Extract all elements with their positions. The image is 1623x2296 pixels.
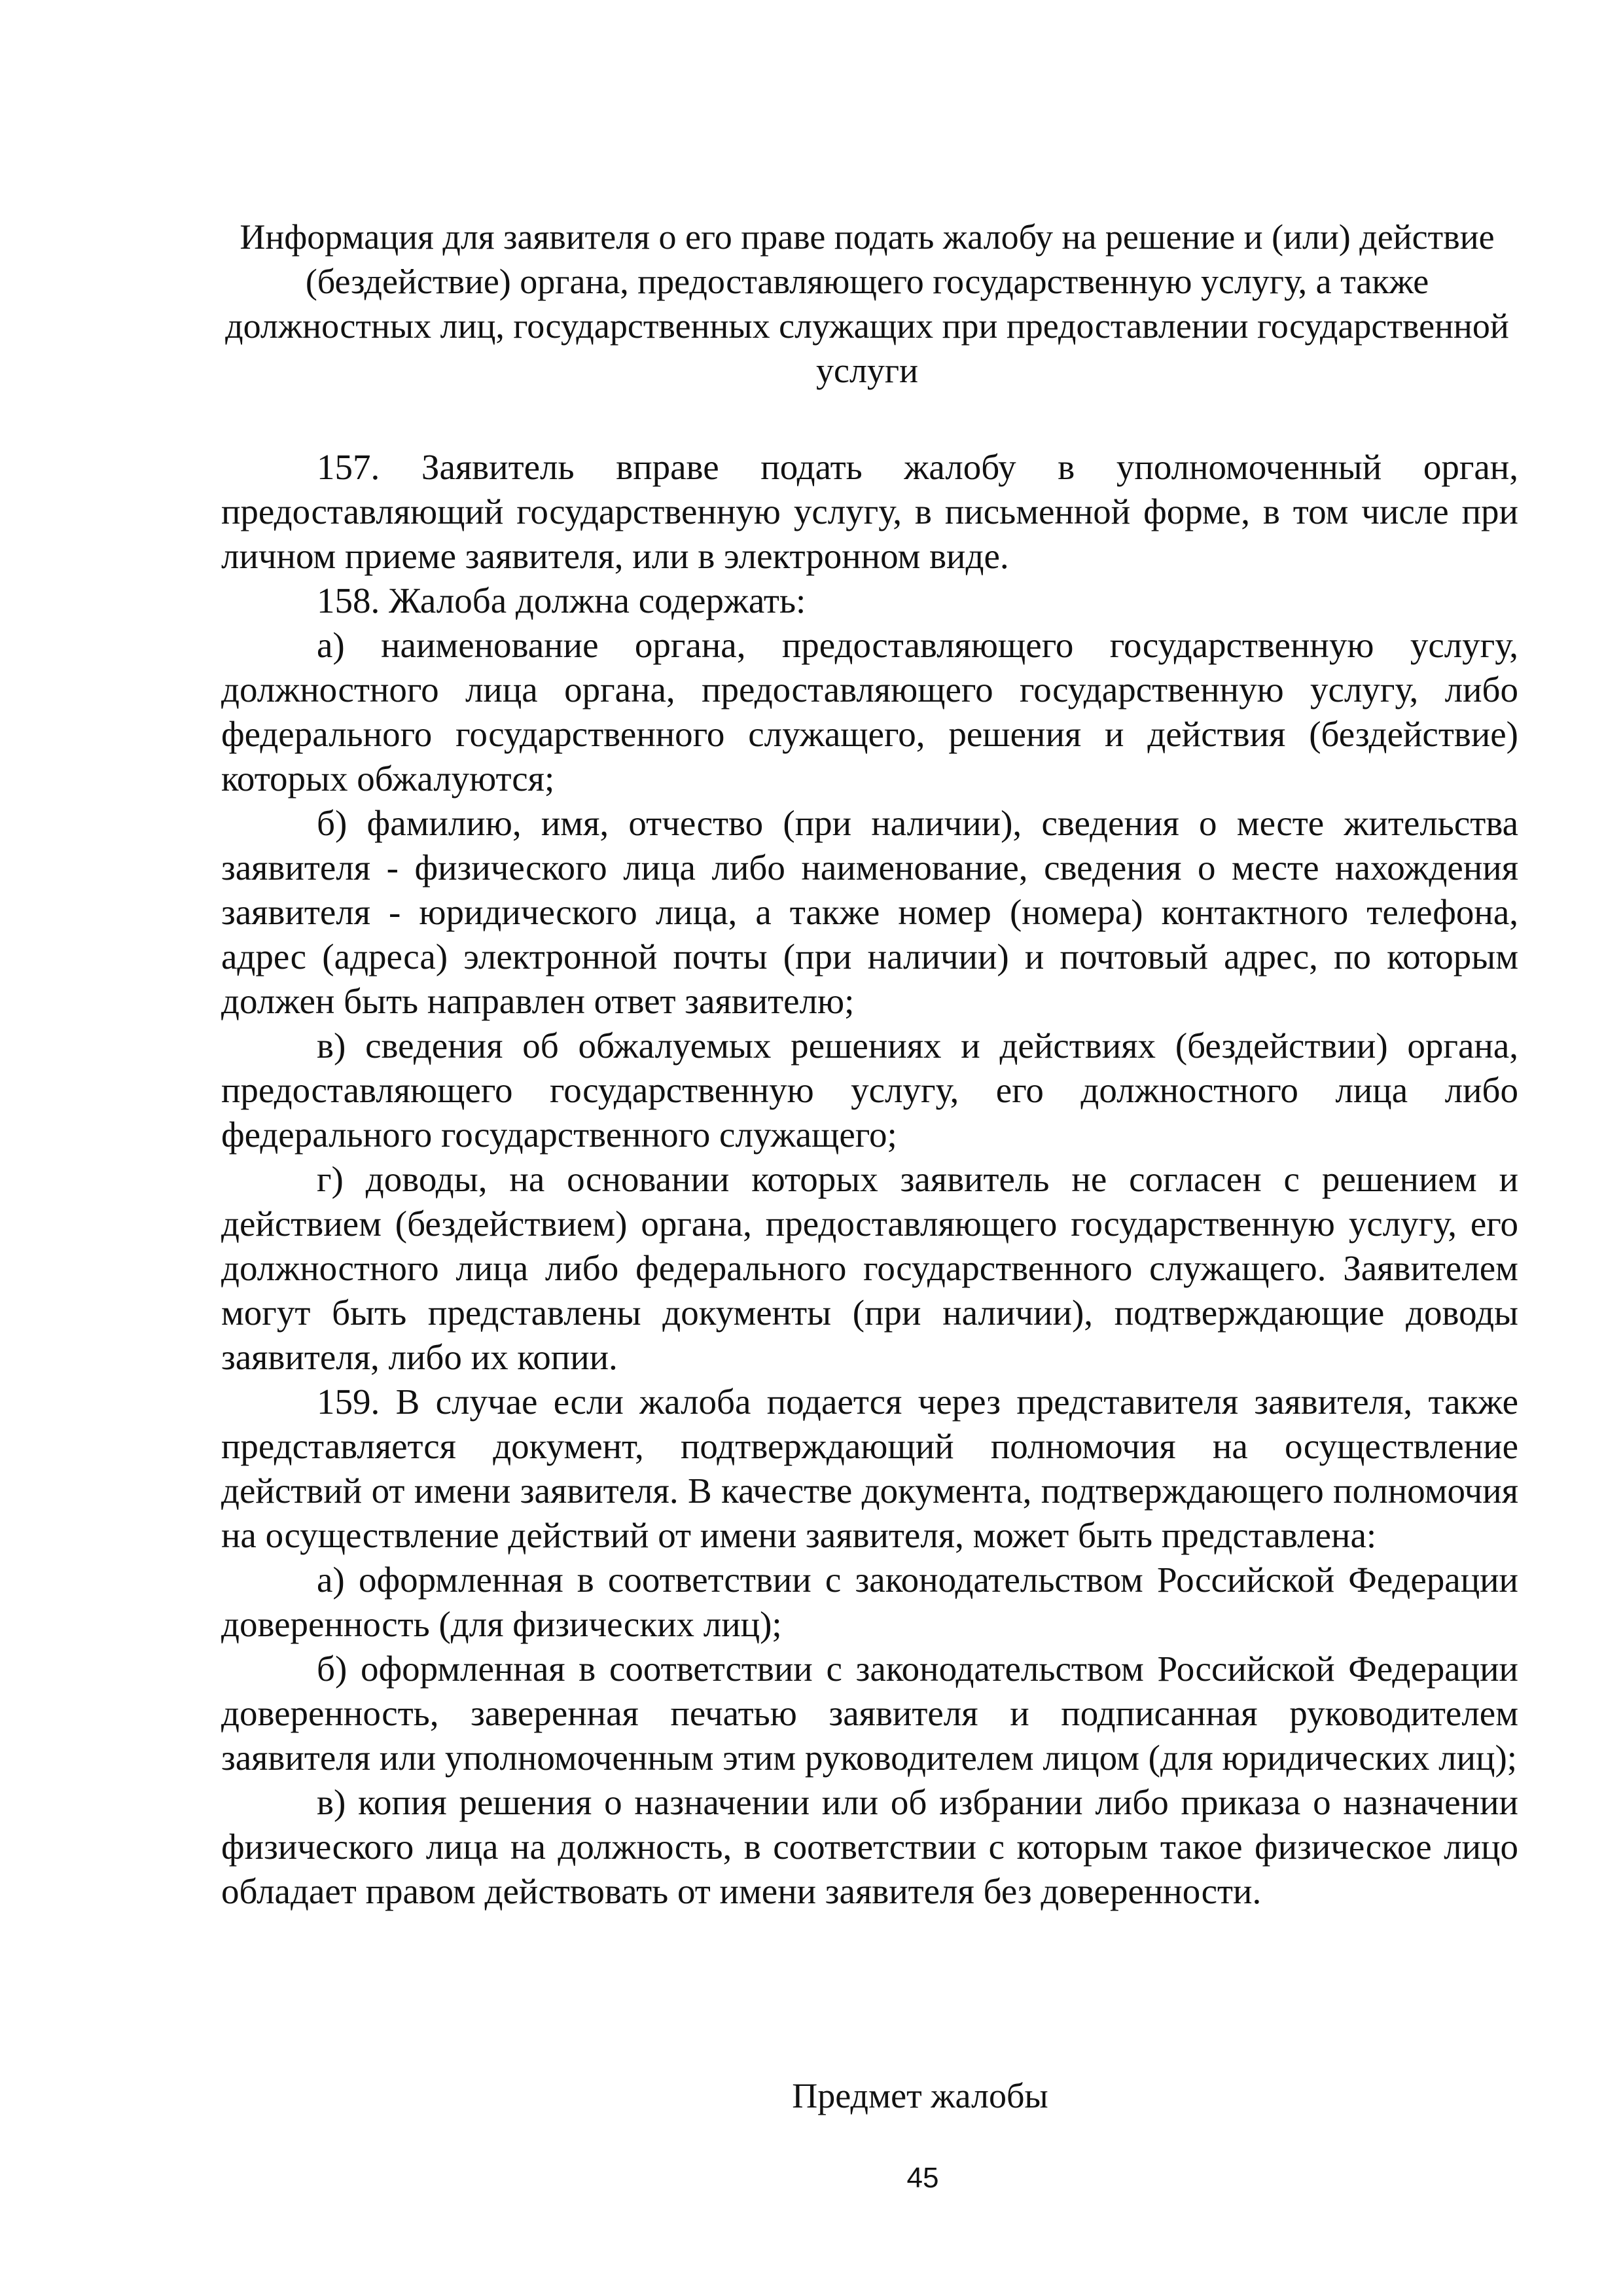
subheading: Предмет жалобы — [792, 2076, 1048, 2115]
paragraph-159-a: а) оформленная в соответствии с законодательством Российской Федерации доверенность (для физических лиц); — [221, 1560, 1518, 1644]
page-number: 45 — [906, 2162, 939, 2194]
paragraph-159-v: в) копия решения о назначении или об избрании либо приказа о назначении физического лица на должность, в соответствии с которым такое физическое лицо обладает правом действовать от имени заявителя без доверенности. — [221, 1782, 1518, 1911]
paragraph-159: 159. В случае если жалоба подается через представителя заявителя, также представляется документ, подтверждающий полномочия на осуществление действий от имени заявителя. В качестве документа, подтверждающего полномочия на осуществление действий от имени заявителя, может быть представлена: — [221, 1382, 1518, 1555]
paragraph-158-b: б) фамилию, имя, отчество (при наличии), сведения о месте жительства заявителя - физического лица либо наименование, сведения о месте нахождения заявителя - юридического лица, а также номер (номера) контактного телефона, адрес (адреса) электронной почты (при наличии) и почтовый адрес, по которым должен быть направлен ответ заявителю; — [221, 803, 1518, 1021]
paragraph-158-v: в) сведения об обжалуемых решениях и действиях (бездействии) органа, предоставляющего государственную услугу, его должностного лица либо федерального государственного служащего; — [221, 1026, 1518, 1155]
body-text — [221, 445, 1518, 1914]
paragraph-158: 158. Жалоба должна содержать: — [317, 581, 806, 620]
paragraph-159-b: б) оформленная в соответствии с законодательством Российской Федерации доверенность, заверенная печатью заявителя и подписанная руководителем заявителя или уполномоченным этим руководителем лицом (для юридических лиц); — [221, 1649, 1518, 1778]
section-heading: Информация для заявителя о его праве подать жалобу на решение и (или) действие (бездействие) органа, предоставляющего государственную услугу, а также должностных лиц, государственных служащих при предоставлении государственной услуги — [225, 217, 1509, 390]
paragraph-157: 157. Заявитель вправе подать жалобу в уполномоченный орган, предоставляющий государственную услугу, в письменной форме, в том числе при личном приеме заявителя, или в электронном виде. — [221, 447, 1518, 576]
paragraph-158-g: г) доводы, на основании которых заявитель не согласен с решением и действием (бездействием) органа, предоставляющего государственную услугу, его должностного лица либо федерального государственного служащего. Заявителем могут быть представлены документы (при наличии), подтверждающие доводы заявителя, либо их копии. — [221, 1159, 1518, 1377]
paragraph-158-a: а) наименование органа, предоставляющего государственную услугу, должностного лица органа, предоставляющего государственную услугу, либо федерального государственного служащего, решения и действия (бездействие) которых обжалуются; — [221, 625, 1518, 798]
